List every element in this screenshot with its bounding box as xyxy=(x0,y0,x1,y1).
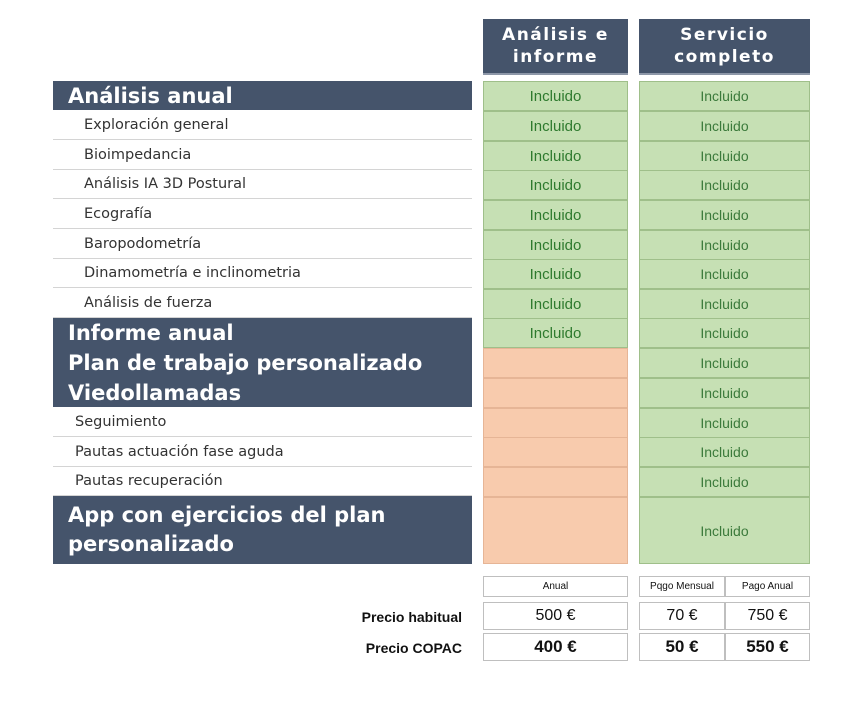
cell-not-included xyxy=(483,408,628,438)
price-label-copac: Precio COPAC xyxy=(365,640,462,656)
column-header-line: informe xyxy=(512,47,599,67)
row-label-pautas-fase-aguda: Pautas actuación fase aguda xyxy=(53,437,472,467)
cell-incluido: Incluido xyxy=(639,348,810,378)
row-label-analisis-ia-postural: Análisis IA 3D Postural xyxy=(53,170,472,199)
price-habitual-anual: 500 € xyxy=(483,602,628,630)
cell-incluido: Incluido xyxy=(639,111,810,141)
price-copac-pago-anual: 550 € xyxy=(725,633,810,661)
row-label-seguimiento: Seguimiento xyxy=(53,407,472,437)
cell-incluido: Incluido xyxy=(483,259,628,289)
price-habitual-pago-anual: 750 € xyxy=(725,602,810,630)
column-header-line: Análisis e xyxy=(502,25,609,45)
cell-incluido: Incluido xyxy=(639,497,810,564)
price-copac-anual: 400 € xyxy=(483,633,628,661)
price-copac-mensual: 50 € xyxy=(639,633,725,661)
price-header-pago-mensual: Pqgo Mensual xyxy=(639,576,725,597)
cell-incluido: Incluido xyxy=(483,111,628,141)
row-label-informe-anual: Informe anual xyxy=(53,318,472,348)
cell-not-included xyxy=(483,467,628,497)
cell-incluido: Incluido xyxy=(483,200,628,230)
cell-incluido: Incluido xyxy=(639,259,810,289)
cell-incluido: Incluido xyxy=(639,141,810,171)
cell-incluido: Incluido xyxy=(639,378,810,408)
cell-incluido: Incluido xyxy=(639,437,810,467)
price-label-habitual: Precio habitual xyxy=(361,609,462,625)
cell-incluido: Incluido xyxy=(639,318,810,348)
cell-incluido: Incluido xyxy=(639,230,810,260)
cell-not-included xyxy=(483,437,628,467)
row-label-videollamadas: Viedollamadas xyxy=(53,378,472,407)
cell-incluido: Incluido xyxy=(483,141,628,171)
row-label-plan-trabajo: Plan de trabajo personalizado xyxy=(53,348,472,378)
column-header-line: Servicio xyxy=(680,25,769,45)
cell-incluido: Incluido xyxy=(639,289,810,319)
row-label-app-ejercicios xyxy=(53,496,472,564)
row-label-line: personalizado xyxy=(68,532,234,556)
row-label-analisis-anual: Análisis anual xyxy=(53,81,472,110)
cell-incluido: Incluido xyxy=(639,81,810,111)
row-label-exploracion-general: Exploración general xyxy=(53,110,472,140)
column-header-line: completo xyxy=(674,47,775,67)
row-label-baropodometria: Baropodometría xyxy=(53,229,472,259)
row-label-dinamometria: Dinamometría e inclinometria xyxy=(53,259,472,288)
row-label-line: App con ejercicios del plan xyxy=(68,503,386,527)
cell-incluido: Incluido xyxy=(483,230,628,260)
cell-incluido: Incluido xyxy=(639,200,810,230)
cell-incluido: Incluido xyxy=(639,170,810,200)
price-header-pago-anual: Pago Anual xyxy=(725,576,810,597)
row-label-pautas-recuperacion: Pautas recuperación xyxy=(53,467,472,496)
column-header-analisis-informe xyxy=(483,19,628,75)
row-label-analisis-fuerza: Análisis de fuerza xyxy=(53,288,472,318)
cell-incluido: Incluido xyxy=(483,289,628,319)
price-header-anual: Anual xyxy=(483,576,628,597)
cell-incluido: Incluido xyxy=(483,81,628,111)
cell-not-included xyxy=(483,348,628,378)
row-label-bioimpedancia: Bioimpedancia xyxy=(53,140,472,170)
cell-not-included xyxy=(483,497,628,564)
row-label-ecografia: Ecografía xyxy=(53,199,472,229)
cell-not-included xyxy=(483,378,628,408)
price-habitual-mensual: 70 € xyxy=(639,602,725,630)
cell-incluido: Incluido xyxy=(483,170,628,200)
cell-incluido: Incluido xyxy=(639,467,810,497)
cell-incluido: Incluido xyxy=(483,318,628,348)
column-header-servicio-completo xyxy=(639,19,810,75)
cell-incluido: Incluido xyxy=(639,408,810,438)
